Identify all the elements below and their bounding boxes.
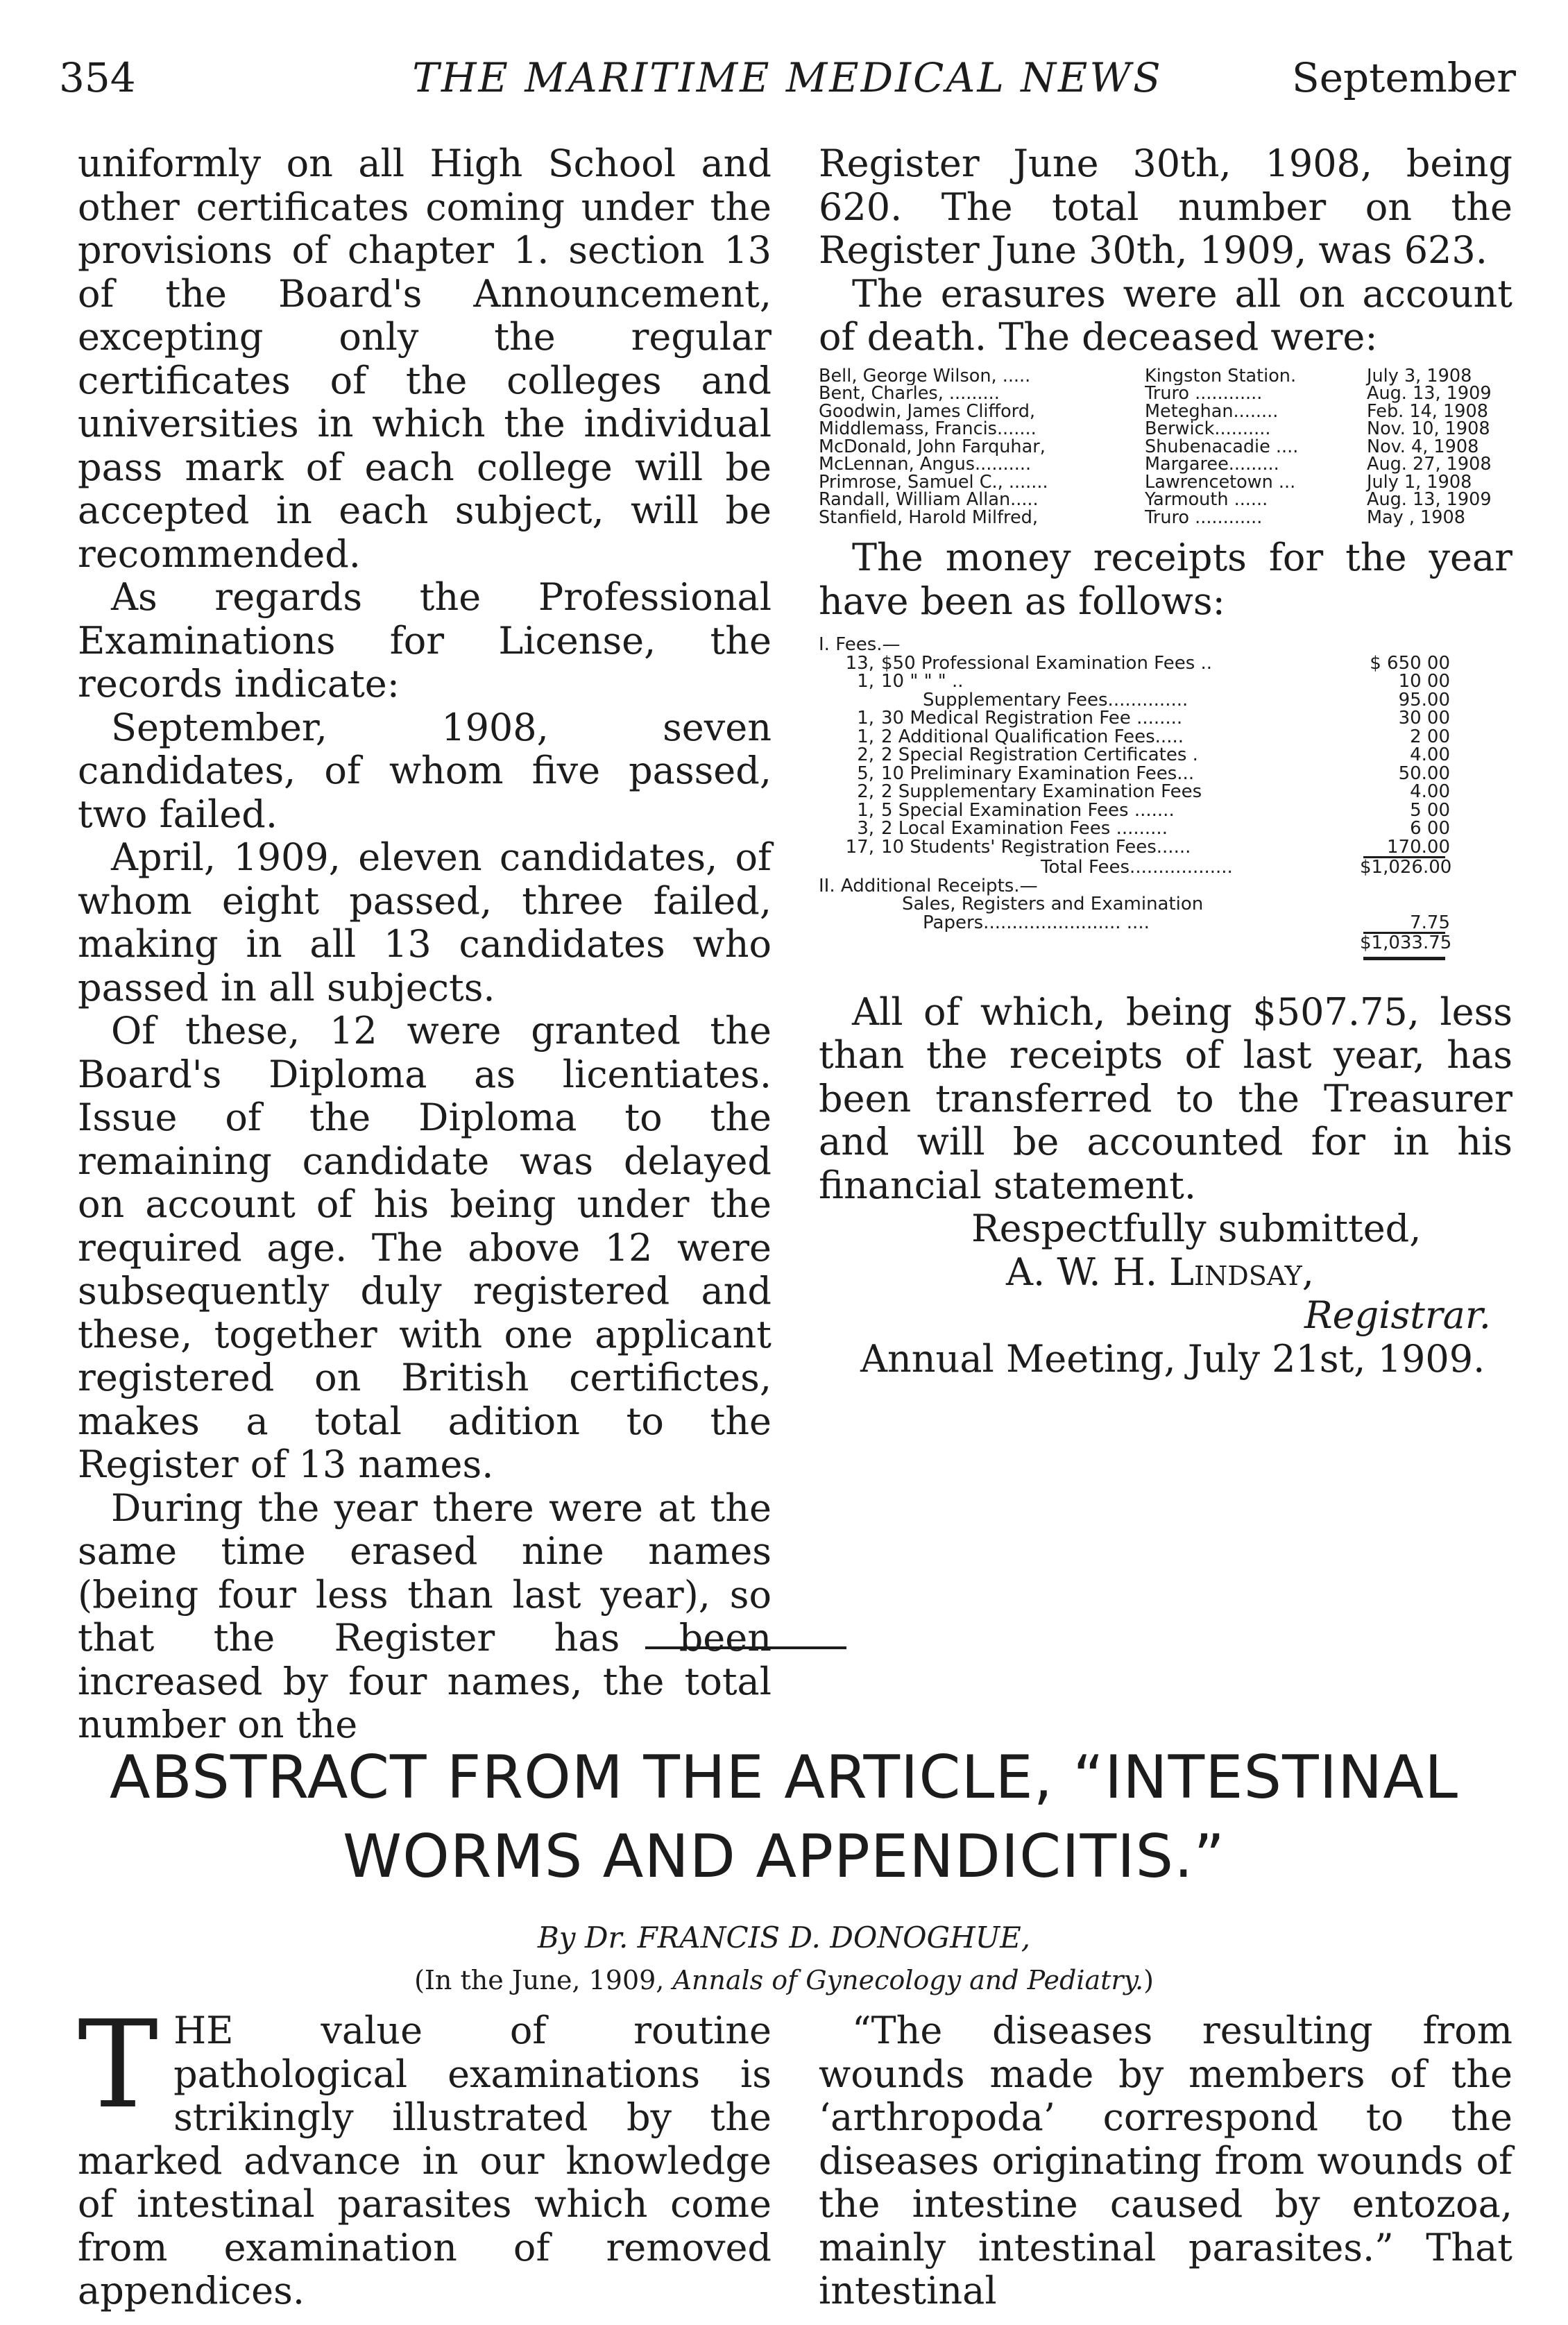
table-row [819,895,1485,914]
table-row [819,746,1485,765]
deceased-date: Feb. 14, 1908 [1367,400,1488,422]
row-amount: 6 00 [1410,818,1450,839]
deceased-name: Bent, Charles, ......... [819,385,1000,403]
deceased-name: Goodwin, James Clifford, [819,402,1036,420]
signoff: Respectfully submitted, [971,1207,1422,1250]
source-prefix: (In the June, 1909, [414,1965,665,1995]
row-amount: 170.00 [1387,836,1450,858]
right-column [819,142,1512,1381]
deceased-date: July 3, 1908 [1367,365,1472,386]
deceased-place: Berwick.......... [1145,420,1271,438]
receipts-section-heading [819,636,1485,654]
list-item [819,420,1512,438]
page-number: 354 [59,54,136,101]
deceased-date: Nov. 4, 1908 [1367,436,1479,457]
row-description: 2 Additional Qualification Fees..... [881,727,1184,746]
list-item [819,385,1512,403]
abstract-right-column [819,2009,1512,2313]
right-para-4: All of which, being $507.75, less than the receipts of last year, has been transferred to the Treasurer and will be accounted for in his financial statement. [819,989,1512,1207]
signature-block [819,1207,1512,1381]
receipts-section-heading [819,877,1485,896]
row-amount: 50.00 [1398,763,1450,784]
table-row [819,819,1485,838]
left-para-5: Of these, 12 were granted the Board's Diploma as licentiates. Issue of the Diploma to the remaining candidate was delayed on account of his being under the required age. The above 12 were subsequently duly registered and these, together with one applicant registered on British certifictes, makes a total adition to the Register of 13 names. [78,1009,772,1486]
left-para-2: As regards the Professional Examinations for License, the records indicate: [78,575,772,706]
row-count: 1, [857,708,874,729]
list-item [819,456,1512,474]
abstract-left-text: HE value of routine pathological examinations is strikingly illustrated by the marked advance in our knowledge of intestinal parasites which come from examination of removed appendices. [78,2009,772,2313]
row-count: 13, [845,652,874,674]
row-amount: 7.75 [1410,912,1450,933]
total-fees-amount: $1,026.00 [1360,857,1452,878]
deceased-date: Aug. 13, 1909 [1367,383,1492,404]
row-amount: 4.00 [1410,744,1450,765]
row-count: 3, [857,818,874,839]
row-description: 2 Local Examination Fees ......... [881,819,1168,838]
total-fees-label: Total Fees.................. [1041,858,1233,877]
row-amount: 95.00 [1398,689,1450,710]
table-row [819,838,1485,857]
deceased-place: Yarmouth ...... [1145,491,1268,509]
deceased-place: Truro ............ [1145,385,1263,403]
row-count: 1, [857,726,874,747]
row-amount: 10 00 [1398,671,1450,692]
table-row [819,914,1485,932]
receipts-table [819,636,1485,960]
signer-title: Registrar. [1304,1293,1491,1337]
row-count: 2, [857,744,874,765]
row-description: Papers........................ .... [923,913,1150,932]
table-row [819,801,1485,820]
source-journal: Annals of Gynecology and Pediatry. [672,1965,1144,1995]
row-amount: 4.00 [1410,781,1450,802]
grand-total-amount: $1,033.75 [1360,932,1452,953]
abstract-left-column [78,1995,772,2313]
running-head [59,54,1516,110]
abstract-right-para: “The diseases resulting from wounds made by members of the ‘arthropoda’ correspond to the diseases originating from wounds of the intestine caused by entozoa, mainly intestinal parasites.” That intestinal [819,2009,1512,2313]
row-description: $50 Professional Examination Fees .. [881,654,1213,672]
total-fees-row [819,858,1485,877]
deceased-place: Shubenacadie .... [1145,438,1299,456]
abstract-left-para [78,1995,772,2313]
deceased-name: Stanfield, Harold Milfred, [819,509,1038,527]
row-amount: $ 650 00 [1370,652,1450,674]
row-amount: 2 00 [1410,726,1450,747]
deceased-name: Bell, George Wilson, ..... [819,367,1031,385]
issue-month: September [1292,54,1516,101]
signer-name: A. W. H. Lindsay, [1006,1250,1314,1294]
row-description: 5 Special Examination Fees ....... [881,801,1175,819]
row-description: 2 Supplementary Examination Fees [881,783,1202,801]
right-para-1: Register June 30th, 1908, being 620. The total number on the Register June 30th, 1909, was 623. [819,142,1512,272]
row-description: 10 Students' Registration Fees...... [881,837,1191,856]
deceased-name: Primrose, Samuel C., ....... [819,473,1048,491]
row-amount: 5 00 [1410,799,1450,821]
source-suffix: ) [1143,1965,1154,1995]
section-label: II. Additional Receipts.— [819,875,1038,896]
row-count: 1, [857,671,874,692]
row-description: 10 Preliminary Examination Fees... [881,764,1195,783]
deceased-date: Aug. 13, 1909 [1367,489,1492,510]
row-description: 10 " " " .. [881,672,964,691]
row-count: 2, [857,781,874,802]
deceased-date: Aug. 27, 1908 [1367,454,1492,475]
table-row [819,672,1485,691]
row-amount: 30 00 [1398,708,1450,729]
deceased-date: Nov. 10, 1908 [1367,418,1490,439]
deceased-place: Truro ............ [1145,509,1263,527]
deceased-date: May , 1908 [1367,506,1465,528]
grand-total-row [819,934,1485,953]
meeting-date: Annual Meeting, July 21st, 1909. [860,1336,1485,1381]
article-title-line-1: ABSTRACT FROM THE ARTICLE, “INTESTINAL [109,1743,1459,1812]
deceased-place: Margaree......... [1145,456,1279,474]
deceased-name: Randall, William Allan..... [819,491,1039,509]
deceased-name: McDonald, John Farquhar, [819,438,1046,456]
table-row [819,783,1485,801]
table-row [819,765,1485,783]
deceased-place: Lawrencetown ... [1145,473,1296,491]
article-title [56,1738,1512,1896]
row-description: 2 Special Registration Certificates . [881,746,1198,765]
article-title-line-2: WORMS AND APPENDICITIS.” [343,1822,1225,1891]
deceased-place: Kingston Station. [1145,367,1297,385]
table-row [819,691,1485,710]
right-para-3: The money receipts for the year have been as follows: [819,536,1512,623]
article-byline: By Dr. FRANCIS D. DONOGHUE, [537,1921,1031,1954]
left-para-1: uniformly on all High School and other certificates coming under the provisions of chapter 1. section 13 of the Board's Announcement, excepting only the regular certificates of the colleges and universities in which the individual pass mark of each college will be accepted in each subject, will be recommended. [78,142,772,576]
table-row [819,654,1485,673]
drop-cap: T [78,1995,159,2136]
left-column [78,142,772,1747]
row-count: 1, [857,799,874,821]
table-row [819,709,1485,728]
table-row [819,728,1485,747]
row-count: 5, [857,763,874,784]
deceased-date: July 1, 1908 [1367,471,1472,493]
list-item [819,491,1512,509]
row-description: Sales, Registers and Examination [902,895,1204,914]
deceased-place: Meteghan........ [1145,402,1279,420]
journal-title: THE MARITIME MEDICAL NEWS [412,54,1163,101]
left-para-6: During the year there were at the same time erased nine names (being four less than last year), so that the Register has been increased by four names, the total number on the [78,1485,772,1746]
double-rule [1363,957,1445,960]
section-divider [645,1646,846,1649]
list-item [819,506,1512,528]
row-description: Supplementary Fees.............. [923,690,1188,709]
article-source [0,1965,1568,1995]
right-para-2: The erasures were all on account of death. The deceased were: [819,271,1512,359]
row-description: 30 Medical Registration Fee ........ [881,709,1183,728]
left-para-4: April, 1909, eleven candidates, of whom eight passed, three failed, making in all 13 candidates who passed in all subjects. [78,835,772,1010]
deceased-name: McLennan, Angus.......... [819,456,1032,474]
deceased-list [819,365,1512,528]
left-para-3: September, 1908, seven candidates, of whom five passed, two failed. [78,705,772,836]
row-count [819,691,881,710]
row-count: 17, [845,836,874,858]
deceased-name: Middlemass, Francis....... [819,420,1037,438]
section-label: I. Fees.— [819,634,901,655]
